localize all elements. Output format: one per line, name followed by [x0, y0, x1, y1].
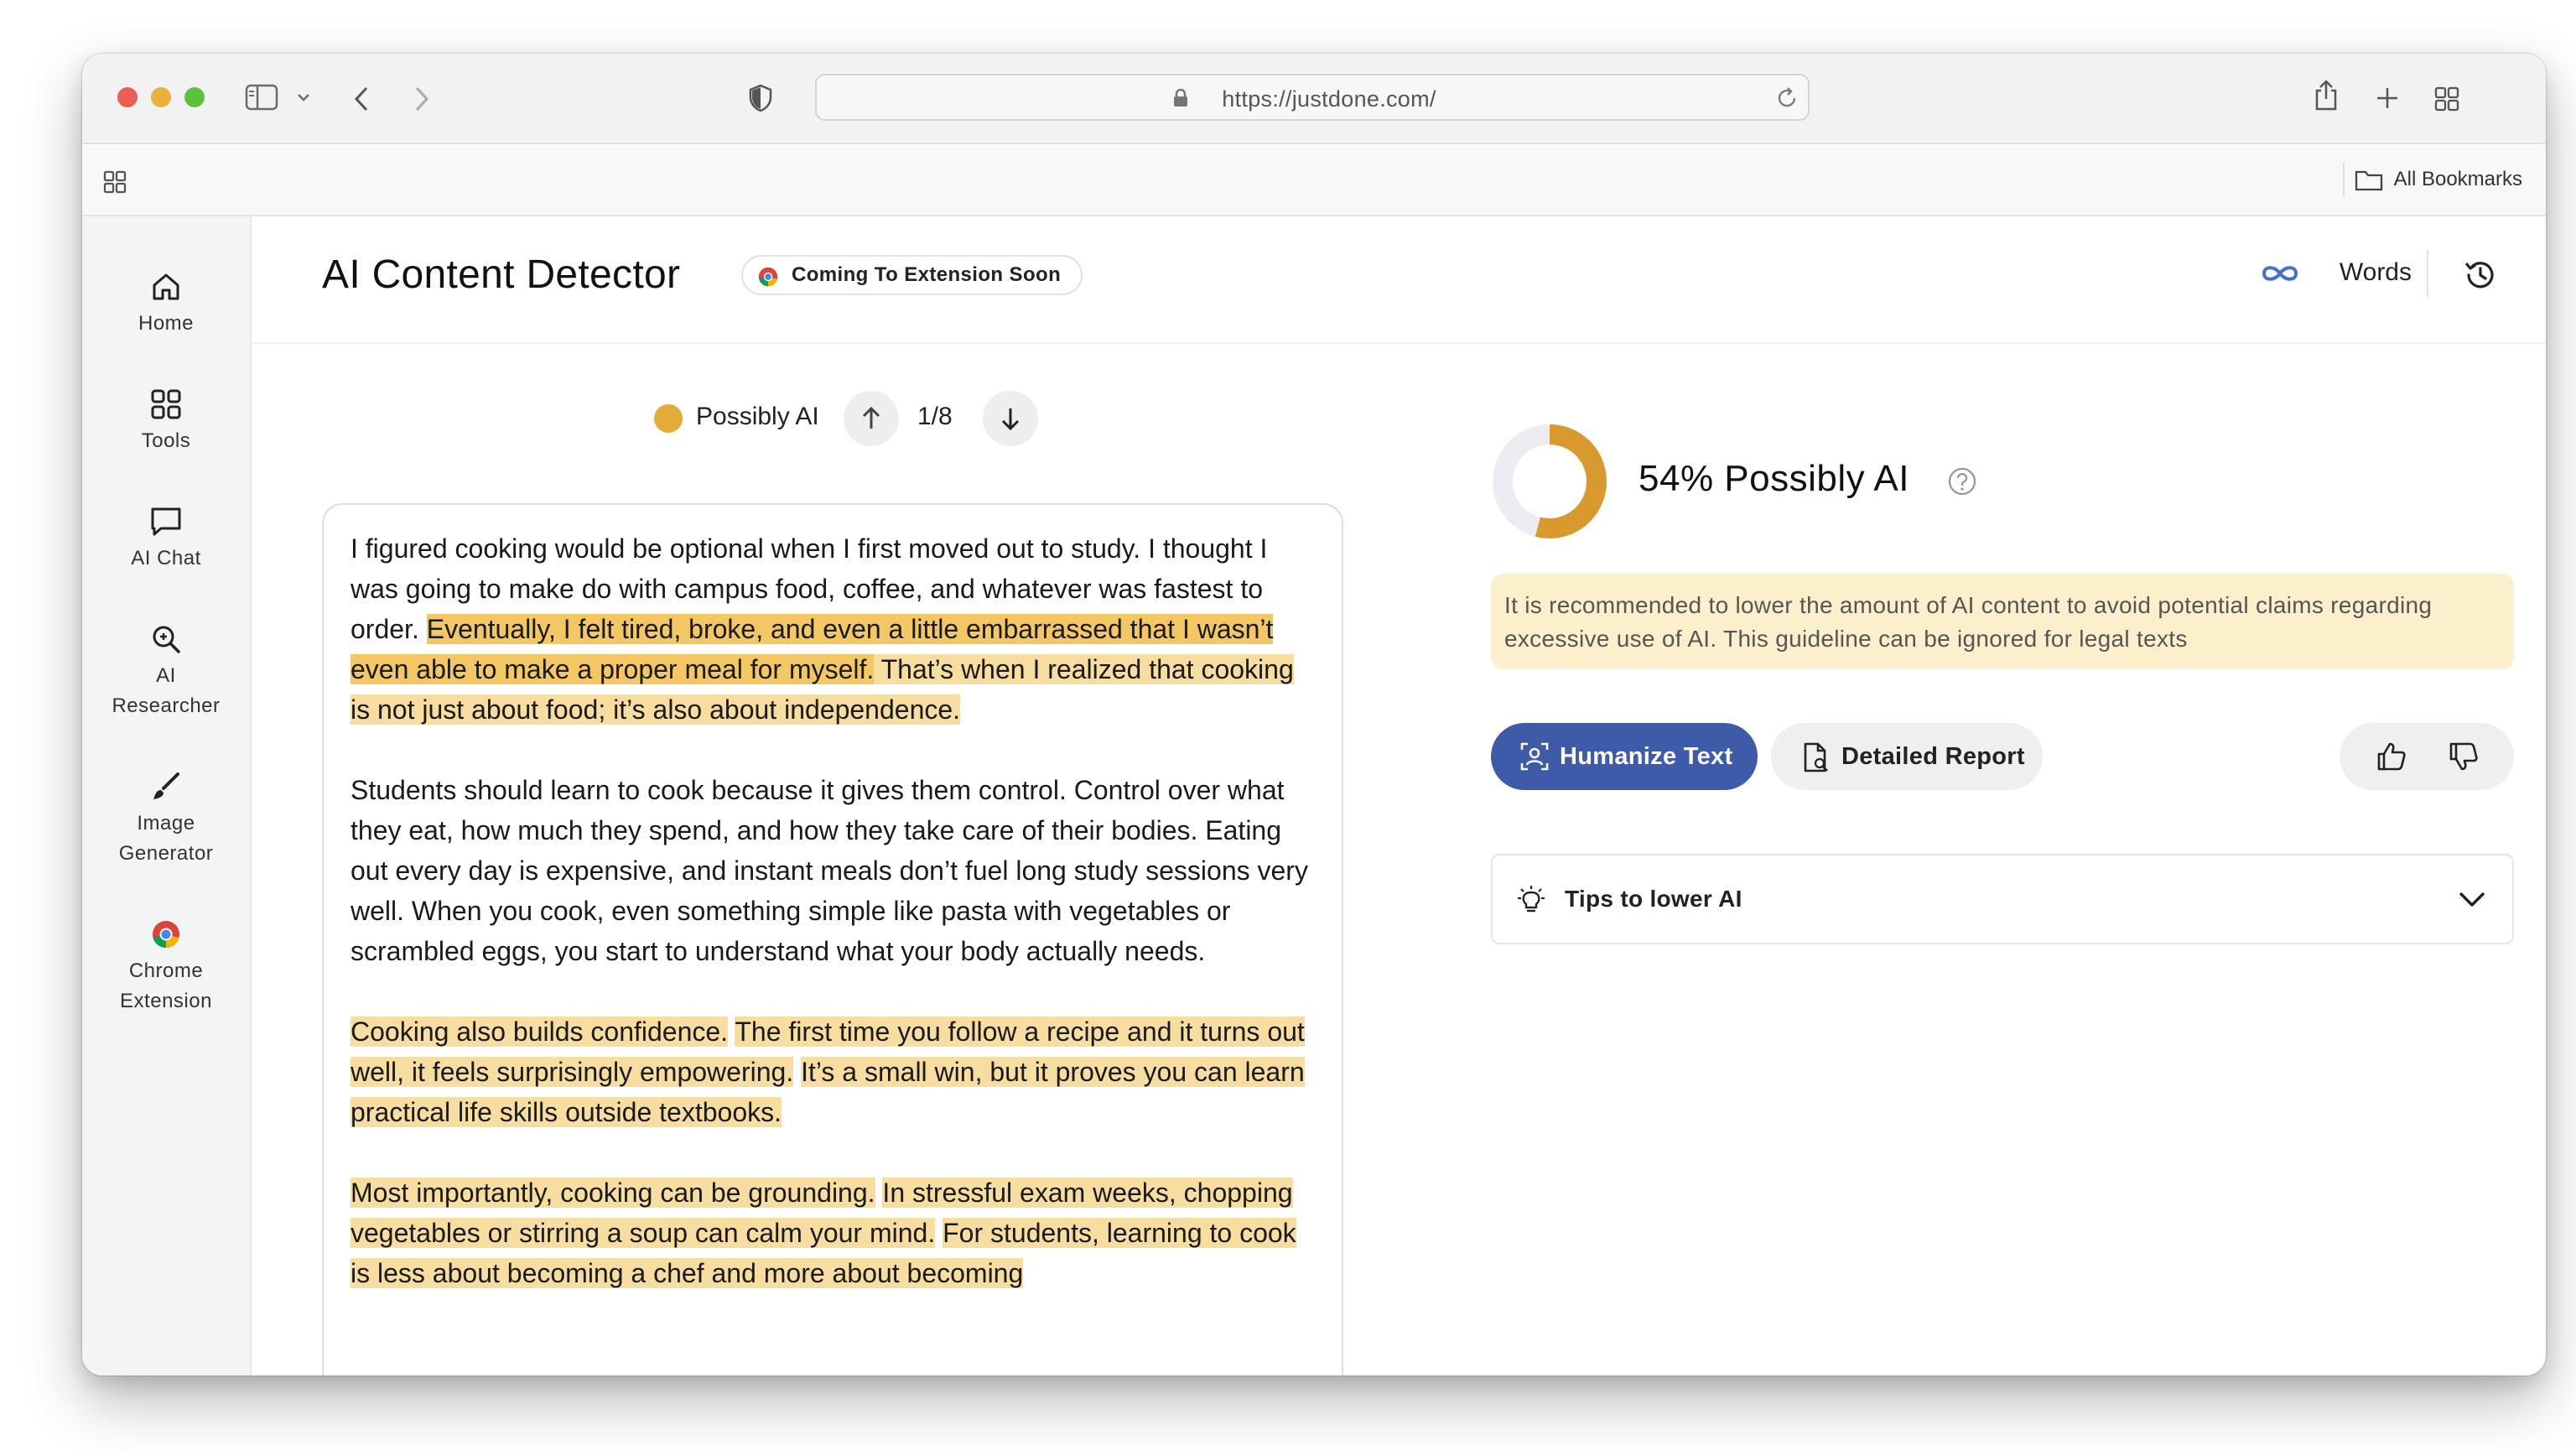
status-dot [654, 404, 683, 433]
maximize-window-button[interactable] [184, 87, 205, 107]
search-icon [149, 622, 183, 656]
app-sidebar [82, 216, 252, 1375]
ai-score-text: 54% Possibly AI [1639, 458, 1909, 499]
humanize-text-label: Humanize Text [1560, 743, 1733, 770]
document-report-icon [1801, 741, 1830, 773]
sidebar-label: Home [138, 312, 195, 335]
sidebar-item-ai-chat[interactable] [82, 505, 250, 574]
browser-toolbar [82, 54, 2546, 144]
next-segment-button[interactable] [983, 391, 1038, 446]
brush-icon [149, 770, 183, 803]
history-icon[interactable] [2462, 257, 2499, 294]
page-title: AI Content Detector [322, 252, 681, 297]
share-icon[interactable] [2313, 79, 2340, 112]
help-icon[interactable] [1947, 466, 1977, 497]
text-paragraph: Students should learn to cook because it gives them control. Control over what they eat, how much they spend, and how they take care of their bodies. Eating out every day is expensive, and instant meals don’t fuel long study sessions very well. When you cook, even something simple like pasta with vegetables or scrambled eggs, you start to understand what your body actually needs. [351, 775, 1308, 966]
previous-segment-button[interactable] [844, 391, 899, 446]
analyzed-text-panel[interactable] [322, 503, 1343, 1375]
sidebar-label: AI Researcher [112, 664, 221, 717]
tab-overview-icon[interactable] [2433, 86, 2460, 112]
recommendation-notice: It is recommended to lower the amount of AI content to avoid potential claims regarding excessive use of AI. This guideline can be ignored for legal texts [1491, 574, 2514, 669]
detailed-report-button[interactable] [1771, 723, 2043, 790]
thumbs-down-icon[interactable] [2447, 740, 2480, 773]
feedback-group [2340, 723, 2514, 790]
chevron-down-icon[interactable] [297, 92, 310, 102]
all-bookmarks-link[interactable]: All Bookmarks [2393, 168, 2522, 190]
arrow-up-icon [860, 405, 882, 432]
humanize-text-button[interactable] [1491, 723, 1758, 790]
highlighted-segment[interactable]: It’s a small win, but it proves you can learn practical life skills outside textbooks. [351, 1057, 1305, 1127]
sidebar-item-image-generator[interactable] [82, 770, 250, 869]
address-bar[interactable] [815, 74, 1810, 121]
highlighted-segment[interactable]: Cooking also builds confidence. [351, 1017, 729, 1047]
chevron-down-icon[interactable] [2457, 889, 2487, 909]
sidebar-item-ai-researcher[interactable] [82, 622, 250, 721]
browser-window [82, 54, 2546, 1375]
sidebar-item-chrome-extension[interactable] [82, 918, 250, 1017]
sidebar-label: Tools [141, 429, 191, 452]
sidebar-label: Chrome Extension [120, 959, 212, 1012]
ai-score-donut [1491, 423, 1608, 540]
thumbs-up-icon[interactable] [2375, 740, 2408, 773]
grid-icon [149, 387, 183, 421]
detailed-report-label: Detailed Report [1841, 743, 2025, 770]
humanize-icon [1519, 741, 1550, 772]
highlighted-segment[interactable]: The first time you follow a recipe and it turns out well, it feels surprisingly empowering. [351, 1017, 1305, 1087]
home-icon [149, 270, 183, 304]
highlighted-segment[interactable]: For students, learning to cook is less about becoming a chef and more about becoming [351, 1218, 1296, 1288]
segment-status: Possibly AI [696, 403, 819, 430]
close-window-button[interactable] [117, 87, 138, 107]
bookmarks-divider [2343, 163, 2345, 196]
chrome-icon [756, 265, 780, 289]
apps-grid-icon[interactable] [102, 169, 127, 195]
sidebar-item-tools[interactable] [82, 387, 250, 456]
forward-arrow-icon[interactable] [413, 86, 431, 112]
extension-badge [741, 255, 1083, 295]
url-text: https://justdone.com/ [1222, 86, 1436, 112]
reload-icon[interactable] [1774, 86, 1800, 111]
minimize-window-button[interactable] [151, 87, 171, 107]
chat-icon [149, 505, 183, 538]
sidebar-label: Image Generator [118, 812, 214, 865]
extension-badge-label: Coming To Extension Soon [792, 263, 1062, 286]
sidebar-toggle-icon[interactable] [245, 84, 278, 111]
back-arrow-icon[interactable] [352, 86, 371, 112]
words-counter-label: Words [2339, 258, 2412, 286]
highlighted-segment[interactable]: Most importantly, cooking can be grounding. [351, 1178, 875, 1208]
tips-label: Tips to lower AI [1565, 886, 1742, 912]
sidebar-label: AI Chat [131, 547, 201, 569]
segment-count: 1/8 [917, 403, 953, 430]
text-paragraph [351, 528, 1315, 730]
page-header [252, 216, 2546, 344]
chrome-icon [149, 918, 183, 951]
new-tab-icon[interactable] [2375, 86, 2400, 111]
text-paragraph [351, 1011, 1315, 1132]
bookmarks-bar [82, 144, 2546, 216]
main-content [252, 216, 2546, 1375]
header-divider [2427, 250, 2428, 297]
highlighted-segment[interactable]: In stressful exam weeks, chopping vegetables or stirring a soup can calm your mind. [351, 1178, 1293, 1248]
highlighted-segment-active[interactable]: Eventually, I felt tired, broke, and even a little embarrassed that I wasn’t even able to make a proper meal for myself. [351, 614, 1274, 684]
folder-icon [2355, 168, 2383, 191]
text-segment: I figured cooking would be optional when I first moved out to study. I thought I was going to make do with campus food, coffee, and whatever was fastest to order. [351, 533, 1268, 644]
arrow-down-icon [1000, 405, 1021, 432]
sidebar-item-home[interactable] [82, 270, 250, 339]
tips-accordion[interactable] [1491, 854, 2514, 944]
highlighted-segment[interactable]: That’s when I realized that cooking is not just about food; it’s also about independence. [351, 654, 1294, 725]
analyzed-text [324, 505, 1342, 1293]
privacy-shield-icon[interactable] [748, 84, 773, 112]
text-paragraph [351, 1173, 1315, 1293]
lightbulb-icon [1514, 884, 1548, 918]
infinity-icon [2259, 262, 2301, 285]
